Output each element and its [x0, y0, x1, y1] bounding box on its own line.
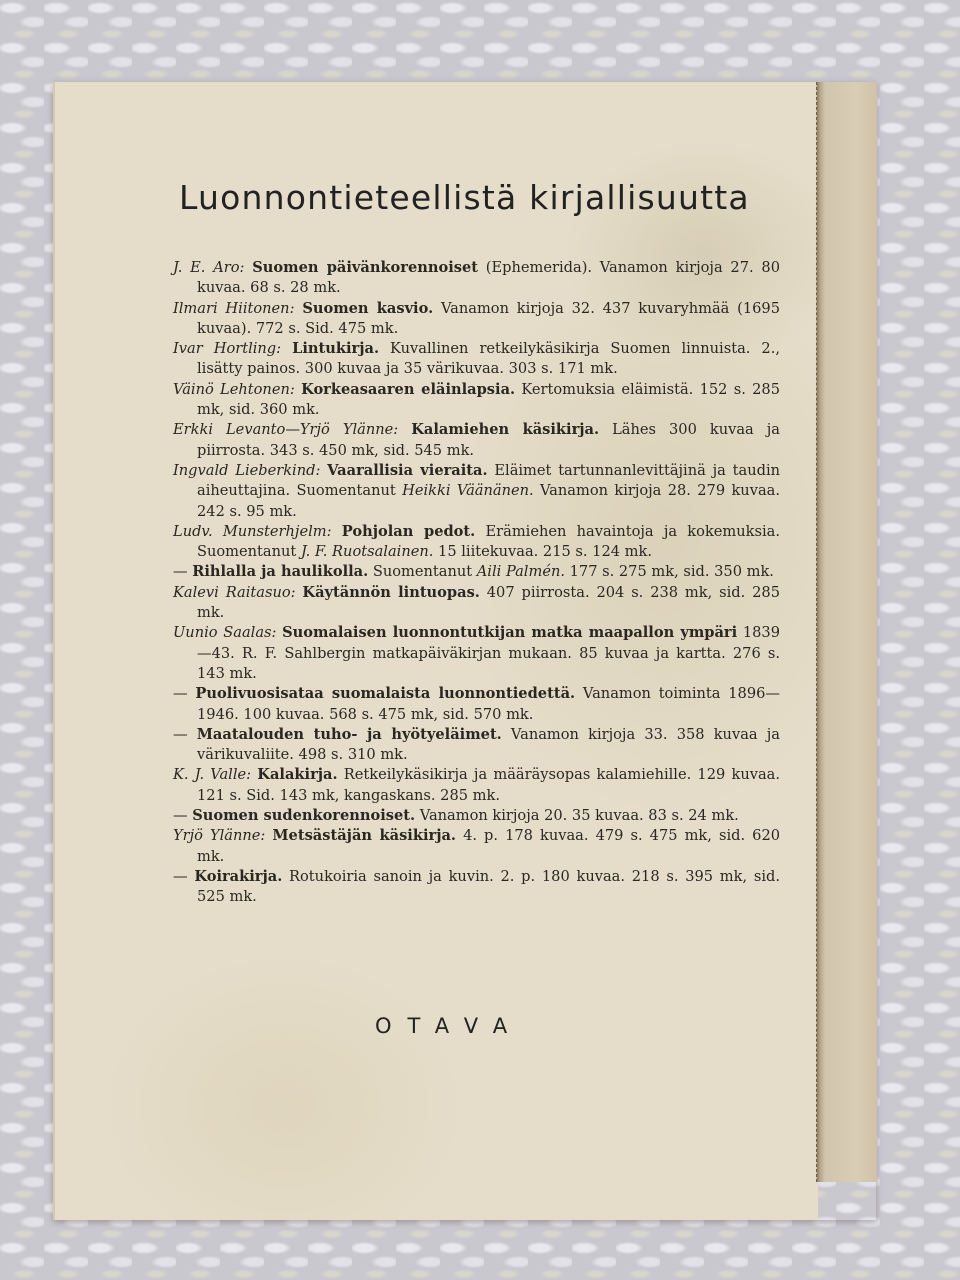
publisher-name: OTAVA [375, 1014, 524, 1038]
author: Yrjö Ylänne: [173, 827, 266, 845]
list-item [173, 826, 780, 867]
author: Kalevi Raitasuo: [173, 583, 296, 601]
book-details: Eläimet tartunnanlevittäjinä ja taudin aiheuttajina. Suomentanut [197, 461, 781, 500]
list-item [173, 461, 780, 522]
book-details: 1839—43. R. F. Sahlbergin matkapäiväkirjan mukaan. 85 kuvaa ja kartta. 276 s. 143 mk. [197, 624, 780, 682]
list-item [173, 623, 780, 684]
book-details: Lähes 300 kuvaa ja piirrosta. 343 s. 450 mk, sid. 545 mk. [197, 421, 780, 459]
book-details: Kuvallinen retkeilykäsikirja Suomen linnuista. 2., lisätty painos. 300 kuvaa ja 35 värikuvaa. 303 s. 171 mk. [197, 340, 780, 378]
back-cover [53, 82, 818, 1220]
book-title: Suomen kasvio. [302, 299, 434, 317]
list-item [173, 299, 780, 340]
list-item [173, 867, 780, 908]
book-details: Vanamon kirjoja 33. 358 kuvaa ja värikuvaliite. 498 s. 310 mk. [197, 725, 781, 764]
book-details: Kertomuksia eläimistä. 152 s. 285 mk, sid. 360 mk. [197, 380, 780, 419]
book-title: Kalamiehen käsikirja. [411, 421, 600, 439]
author: Erkki Levanto—Yrjö Ylänne: [173, 421, 399, 439]
book-title: Suomen päivänkorennoiset [252, 259, 479, 276]
book-details: Vanamon kirjoja 32. 437 kuvaryhmää (1695 kuvaa). 772 s. Sid. 475 mk. [197, 299, 781, 337]
author: Ingvald Lieberkind: [173, 461, 321, 479]
book-list [173, 258, 780, 908]
book-details: Rotukoiria sanoin ja kuvin. 2. p. 180 kuvaa. 218 s. 395 mk, sid. 525 mk. [197, 867, 781, 906]
ditto-dash: — [173, 807, 188, 825]
book-title: Pohjolan pedot. [341, 522, 476, 540]
ditto-dash: — [173, 725, 188, 743]
book-title: Koirakirja. [194, 867, 283, 885]
book-details: 15 liitekuvaa. 215 s. 124 mk. [433, 543, 652, 561]
book-title: Rihlalla ja haulikolla. [192, 563, 369, 581]
ditto-dash: — [173, 867, 188, 885]
book-details: Vanamon kirjoja 20. 35 kuvaa. 83 s. 24 mk. [415, 807, 739, 825]
list-item [173, 258, 780, 299]
ditto-dash: — [173, 685, 188, 703]
book-title: Vaarallisia vieraita. [327, 461, 488, 479]
author: Ludv. Munsterhjelm: [173, 522, 332, 540]
book-details: Suomentanut [368, 563, 477, 581]
list-item [173, 339, 780, 380]
book-title: Korkeasaaren eläinlapsia. [301, 380, 516, 398]
book-details: Vanamon toiminta 1896—1946. 100 kuvaa. 568 s. 475 mk, sid. 570 mk. [197, 685, 781, 723]
book-title: Suomalaisen luonnontutkijan matka maapallon ympäri [282, 624, 738, 642]
book-title: Suomen sudenkorennoiset. [192, 807, 416, 825]
ditto-dash: — [173, 563, 188, 581]
book-title: Käytännön lintuopas. [302, 583, 480, 601]
list-item [173, 583, 780, 624]
book-details: Erämiehen havaintoja ja kokemuksia. Suomentanut [197, 522, 780, 561]
book-details: 177 s. 275 mk, sid. 350 mk. [565, 563, 774, 581]
author: Ivar Hortling: [173, 340, 282, 358]
book [53, 82, 876, 1220]
list-item [173, 420, 780, 461]
list-item [173, 522, 780, 563]
list-item [173, 725, 780, 766]
book-title: Metsästäjän käsikirja. [272, 827, 457, 845]
book-title: Puolivuosisataa suomalaista luonnontiedettä. [195, 685, 576, 703]
book-title: Kalakirja. [257, 766, 338, 784]
list-item [173, 380, 780, 421]
author: K. J. Valle: [173, 766, 252, 784]
page-title: Luonnontieteellistä kirjallisuutta [179, 178, 750, 217]
list-item [173, 806, 780, 826]
list-item [173, 684, 780, 725]
book-details: 4. p. 178 kuvaa. 479 s. 475 mk, sid. 620 mk. [197, 827, 781, 865]
cloth-spine [816, 82, 877, 1182]
author: J. E. Aro: [173, 259, 245, 276]
author: Uunio Saalas: [173, 624, 277, 642]
translator: Aili Palmén. [476, 563, 565, 581]
translator: Heikki Väänänen. [402, 482, 534, 500]
author: Väinö Lehtonen: [173, 380, 295, 398]
book-details: (Ephemerida). Vanamon kirjoja 27. 80 kuvaa. 68 s. 28 mk. [197, 259, 780, 297]
book-details: Retkeilykäsikirja ja määräysopas kalamiehille. 129 kuvaa. 121 s. Sid. 143 mk, kangaskans. 285 mk. [197, 766, 781, 804]
translator: J. F. Ruotsalainen. [300, 543, 434, 561]
list-item [173, 562, 780, 582]
list-item [173, 765, 780, 806]
book-title: Lintukirja. [292, 340, 380, 358]
book-details: Vanamon kirjoja 28. 279 kuvaa. 242 s. 95 mk. [197, 482, 780, 520]
book-details: 407 piirrosta. 204 s. 238 mk, sid. 285 mk. [197, 583, 780, 622]
author: Ilmari Hiitonen: [173, 299, 295, 317]
book-title: Maatalouden tuho- ja hyötyeläimet. [196, 725, 502, 743]
